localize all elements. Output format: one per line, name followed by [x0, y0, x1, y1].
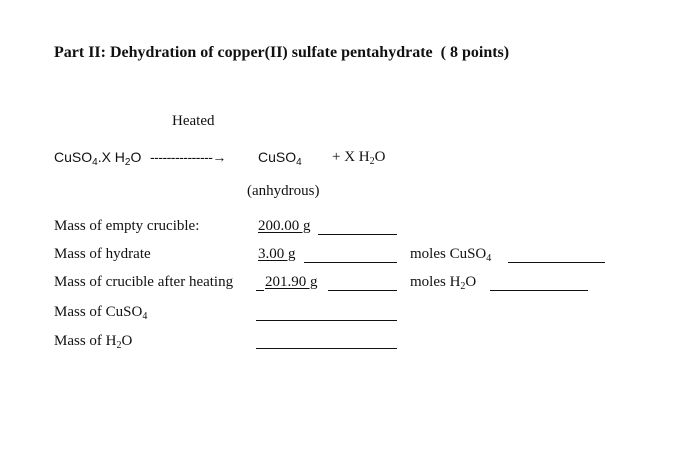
- reactant-subscript: 4: [92, 157, 98, 168]
- label-hydrate: Mass of hydrate: [54, 246, 151, 262]
- section-title: [54, 44, 509, 62]
- value-after-heating: [265, 274, 318, 291]
- product-text: CuSO: [258, 149, 297, 165]
- blank-line-mass-cuso4[interactable]: [256, 320, 397, 321]
- product-note: (anhydrous): [247, 183, 320, 199]
- reactant-water-subscript: 2: [124, 157, 131, 168]
- blank-line-mass-h2o[interactable]: [256, 348, 397, 349]
- value-after-heating-text: 201.90 g: [265, 274, 318, 290]
- water-text: + X H: [332, 149, 370, 165]
- label-moles-h2o: [410, 274, 476, 291]
- water-o: O: [374, 149, 386, 165]
- moles-h2o-text: moles H: [410, 274, 461, 290]
- label-mass-h2o: [54, 333, 132, 350]
- water-product: [332, 149, 385, 166]
- reactant-text: CuSO: [54, 149, 93, 165]
- reactant-water-text: .X H: [97, 149, 125, 165]
- section-title-text: Part II: Dehydration of copper(II) sulfate pentahydrate: [54, 44, 433, 61]
- value-empty-crucible: [258, 218, 311, 235]
- product-subscript: 4: [296, 157, 302, 168]
- label-after-heating: Mass of crucible after heating: [54, 274, 234, 290]
- mass-cuso4-subscript: 4: [142, 311, 148, 322]
- mass-h2o-text: Mass of H: [54, 333, 117, 349]
- reactant-water-o: O: [130, 149, 142, 165]
- moles-h2o-o: O: [465, 274, 477, 290]
- reaction-condition: Heated: [172, 113, 215, 129]
- label-empty-crucible: Mass of empty crucible:: [54, 218, 200, 234]
- label-mass-cuso4: [54, 304, 147, 321]
- value-empty-crucible-text: 200.00 g: [258, 218, 311, 234]
- product-formula: [258, 149, 302, 168]
- moles-cuso4-subscript: 4: [486, 253, 492, 264]
- water-subscript: 2: [369, 156, 375, 167]
- value-hydrate: [258, 246, 296, 263]
- mass-h2o-o: O: [121, 333, 133, 349]
- mass-cuso4-text: Mass of CuSO: [54, 304, 143, 320]
- blank-line-empty-crucible[interactable]: [318, 234, 397, 235]
- reactant-formula: [54, 149, 142, 168]
- blank-line-after-heating-lead: [256, 290, 264, 291]
- moles-cuso4-text: moles CuSO: [410, 246, 487, 262]
- blank-line-hydrate[interactable]: [304, 262, 397, 263]
- label-moles-cuso4: [410, 246, 491, 263]
- reaction-arrow: ---------------→: [150, 149, 226, 165]
- moles-h2o-subscript: 2: [460, 281, 466, 292]
- blank-line-moles-cuso4[interactable]: [508, 262, 605, 263]
- value-hydrate-text: 3.00 g: [258, 246, 296, 262]
- mass-h2o-subscript: 2: [116, 340, 122, 351]
- points-label: ( 8 points): [440, 44, 510, 61]
- blank-line-after-heating[interactable]: [328, 290, 397, 291]
- blank-line-moles-h2o[interactable]: [490, 290, 588, 291]
